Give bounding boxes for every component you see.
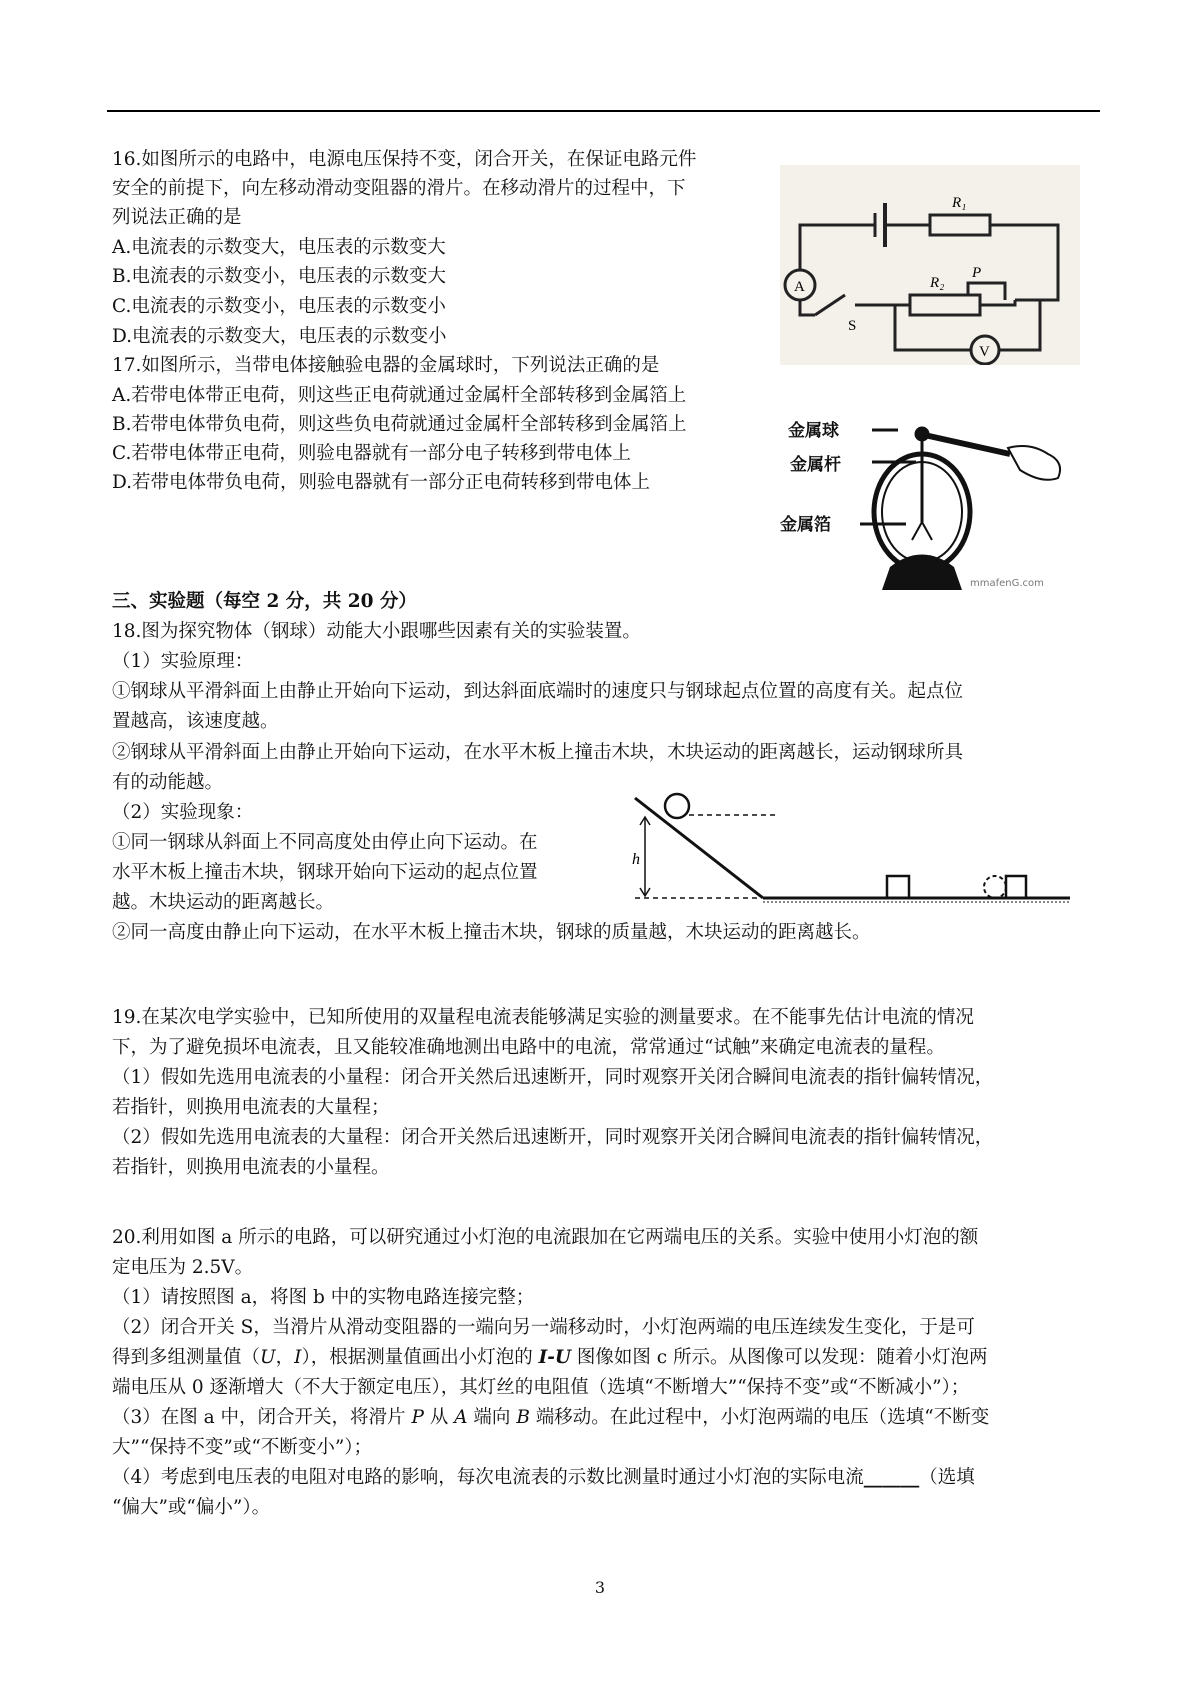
q20-line-1: 20.利用如图 a 所示的电路，可以研究通过小灯泡的电流跟加在它两端电压的关系。实验中使用小灯泡的额 xyxy=(112,1227,979,1248)
q16-stem-line-2: 安全的前提下，向左移动滑动变阻器的滑片。在移动滑片的过程中，下 xyxy=(112,178,686,199)
q16-stem-line-1: 16.如图所示的电路中，电源电压保持不变，闭合开关，在保证电路元件 xyxy=(112,149,697,170)
q19-line-2: 下，为了避免损坏电流表，且又能较准确地测出电路中的电流，常常通过“试触”来确定电流表的量程。 xyxy=(112,1037,945,1058)
q19-line-1: 19.在某次电学实验中，已知所使用的双量程电流表能够满足实验的测量要求。在不能事先估计电流的情况 xyxy=(112,1007,974,1028)
q18-line-4: 置越高，该速度越。 xyxy=(112,711,279,732)
q20-line-9-part-b: （选填 xyxy=(919,1467,975,1488)
q18-line-3: ①钢球从平滑斜面上由静止开始向下运动，到达斜面底端时的速度只与钢球起点位置的高度有关。起点位 xyxy=(112,681,964,702)
q20-line-5 xyxy=(112,1347,988,1369)
q19-line-3: （1）假如先选用电流表的小量程：闭合开关然后迅速断开，同时观察开关闭合瞬间电流表的指针偏转情况， xyxy=(112,1067,994,1088)
q20-line-5-part-d: 图像如图 c 所示。从图像可以发现：随着小灯泡两 xyxy=(571,1347,988,1368)
q16-label-switch: S xyxy=(848,318,857,334)
q20-line-4: （2）闭合开关 S，当滑片从滑动变阻器的一端向另一端移动时，小灯泡两端的电压连续发生变化，于是可 xyxy=(112,1317,975,1338)
q17-label-foil: 金属箔 xyxy=(780,515,831,535)
q20-line-8: 大”“保持不变”或“不断变小”）； xyxy=(112,1437,373,1458)
q16-option-c: C.电流表的示数变小，电压表的示数变小 xyxy=(112,296,446,317)
q20-line-9-part-a: （4）考虑到电压表的电阻对电路的影响，每次电流表的示数比测量时通过小灯泡的实际电流 xyxy=(112,1467,864,1488)
q20-line-5-part-b: ），根据测量值画出小灯泡的 xyxy=(301,1347,539,1368)
q20-line-5-part-a: 得到多组测量值（ xyxy=(112,1347,261,1368)
q19-line-4: 若指针，则换用电流表的大量程； xyxy=(112,1097,390,1118)
q17-stem: 17.如图所示，当带电体接触验电器的金属球时，下列说法正确的是 xyxy=(112,355,660,376)
q19-line-5: （2）假如先选用电流表的大量程：闭合开关然后迅速断开，同时观察开关闭合瞬间电流表的指针偏转情况， xyxy=(112,1127,994,1148)
q18-line-1: 18.图为探究物体（钢球）动能大小跟哪些因素有关的实验装置。 xyxy=(112,621,641,642)
q16-label-r2: R₂ xyxy=(930,275,945,291)
q18-line-11: ②同一高度由静止向下运动，在水平木板上撞击木块，钢球的质量越，木块运动的距离越长。 xyxy=(112,922,871,943)
q20-line-9 xyxy=(112,1467,975,1489)
q20-answer-blank[interactable]: ______ xyxy=(863,1467,920,1488)
q20-line-2: 定电压为 2.5V。 xyxy=(112,1257,254,1278)
q20-line-7-part-b: 从 xyxy=(423,1407,455,1428)
q20-var-p: P xyxy=(411,1407,424,1428)
q18-ramp-figure xyxy=(625,780,1075,910)
q16-option-d: D.电流表的示数变大，电压表的示数变小 xyxy=(112,326,447,347)
q20-line-10: “偏大”或“偏小”）。 xyxy=(112,1497,271,1518)
q16-option-a: A.电流表的示数变大，电压表的示数变大 xyxy=(112,237,446,258)
q18-line-10: 越。木块运动的距离越长。 xyxy=(112,892,335,913)
q16-label-voltmeter: V xyxy=(979,344,990,360)
q20-var-u: U xyxy=(260,1347,276,1368)
q16-label-p: P xyxy=(972,265,982,281)
q16-label-ammeter: A xyxy=(794,279,805,295)
q20-var-a: A xyxy=(454,1407,468,1428)
q16-stem-line-3: 列说法正确的是 xyxy=(112,207,242,228)
q20-line-7 xyxy=(112,1407,989,1429)
q20-var-iu: I-U xyxy=(538,1347,572,1368)
q20-var-i: I xyxy=(294,1347,302,1368)
q17-label-rod: 金属杆 xyxy=(790,455,841,475)
q16-option-b: B.电流表的示数变小，电压表的示数变大 xyxy=(112,266,446,287)
q18-line-6: 有的动能越。 xyxy=(112,772,224,793)
q17-option-b: B.若带电体带负电荷，则这些负电荷就通过金属杆全部转移到金属箔上 xyxy=(112,414,687,435)
q16-label-r1: R₁ xyxy=(952,195,967,211)
q19-line-6: 若指针，则换用电流表的小量程。 xyxy=(112,1157,390,1178)
q20-line-7-part-c: 端向 xyxy=(467,1407,517,1428)
q16-circuit-figure xyxy=(780,165,1080,365)
page-number: 3 xyxy=(594,1578,606,1597)
q18-line-9: 水平木板上撞击木块，钢球开始向下运动的起点位置 xyxy=(112,862,538,883)
q17-label-ball: 金属球 xyxy=(788,421,839,441)
q20-line-7-part-a: （3）在图 a 中，闭合开关，将滑片 xyxy=(112,1407,412,1428)
q18-line-2: （1）实验原理： xyxy=(112,651,254,672)
q17-watermark: mmafenG.com xyxy=(970,578,1044,589)
q18-line-5: ②钢球从平滑斜面上由静止开始向下运动，在水平木板上撞击木块，木块运动的距离越长，运动钢球所具 xyxy=(112,742,964,763)
q17-option-c: C.若带电体带正电荷，则验电器就有一部分电子转移到带电体上 xyxy=(112,443,631,464)
header-rule xyxy=(107,110,1100,112)
q20-line-3: （1）请按照图 a，将图 b 中的实物电路连接完整； xyxy=(112,1287,535,1308)
q18-line-7: （2）实验现象： xyxy=(112,802,254,823)
q20-var-b: B xyxy=(516,1407,530,1428)
section3-title: 三、实验题（每空 2 分，共 20 分） xyxy=(112,591,417,612)
q20-line-6: 端电压从 0 逐渐增大（不大于额定电压），其灯丝的电阻值（选填“不断增大”“保持不变”或“不断减小”）； xyxy=(112,1377,970,1398)
q20-line-7-part-d: 端移动。在此过程中，小灯泡两端的电压（选填“不断变 xyxy=(529,1407,990,1428)
q17-option-d: D.若带电体带负电荷，则验电器就有一部分正电荷转移到带电体上 xyxy=(112,472,651,493)
q17-electroscope-figure xyxy=(780,412,1090,592)
q18-line-8: ①同一钢球从斜面上不同高度处由停止向下运动。在 xyxy=(112,832,538,853)
q20-comma: ， xyxy=(275,1347,295,1368)
q17-option-a: A.若带电体带正电荷，则这些正电荷就通过金属杆全部转移到金属箔上 xyxy=(112,385,687,406)
q18-label-h: h xyxy=(632,851,640,868)
